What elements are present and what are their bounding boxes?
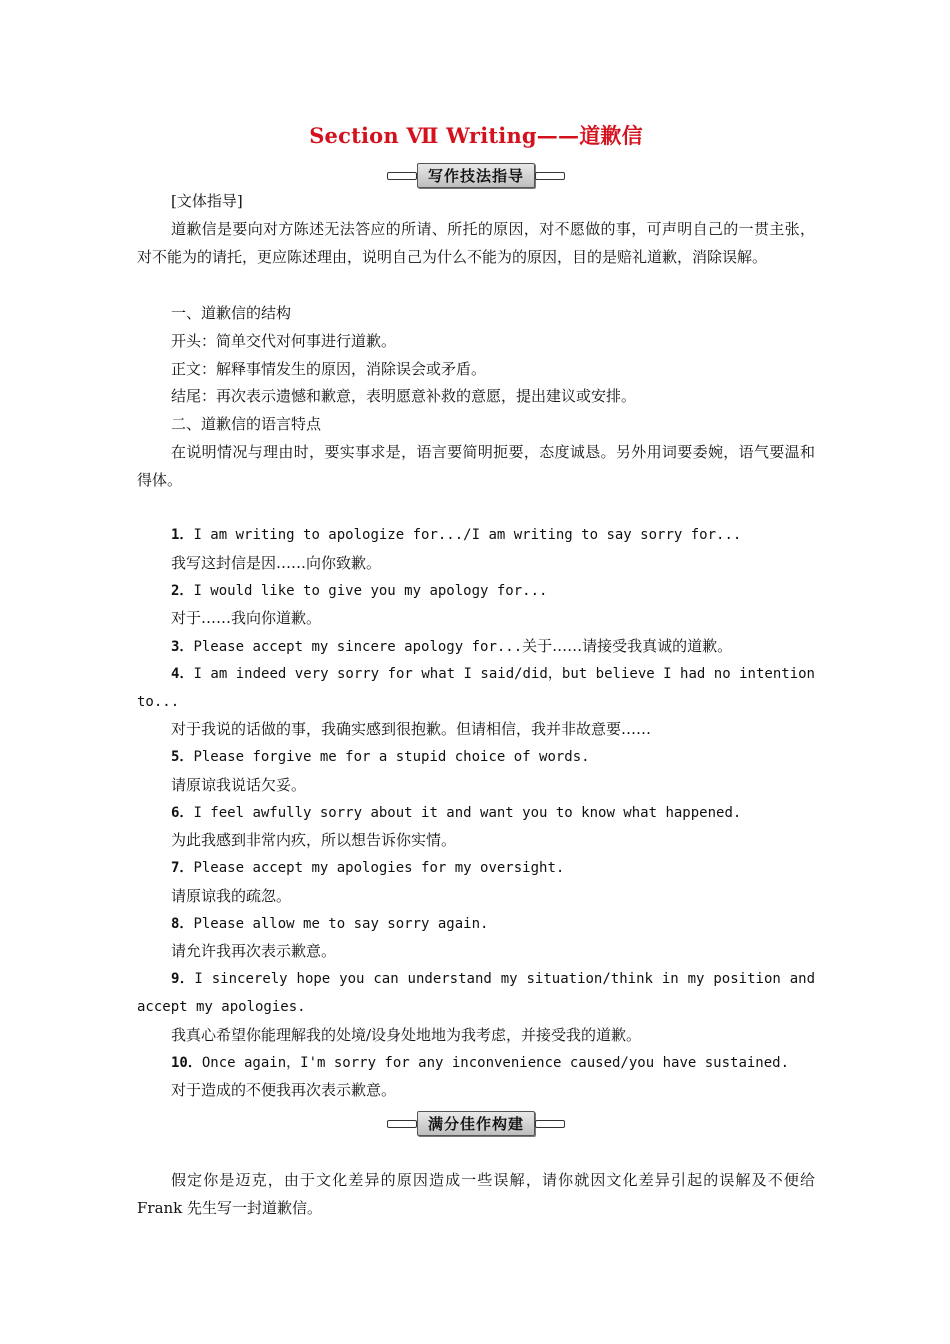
language-title: 二、道歉信的语言特点 [171,415,322,433]
phrase-en: 2．I would like to give you my apology for... [171,583,548,599]
phrase-cn: 为此我感到非常内疚，所以想告诉你实情。 [171,831,457,849]
language-text: 在说明情况与理由时，要实事求是，语言要简明扼要，态度诚恳。另外用词要委婉，语气要温和得体。 [137,443,815,489]
phrase-en: 1．I am writing to apologize for.../I am writing to say sorry for... [171,527,742,543]
phrase-combined: 3．Please accept my sincere apology for...关于……请接受我真诚的道歉。 [171,637,733,655]
banner-label: 写作技法指导 [417,163,535,188]
phrase-cn: 对于我说的话做的事，我确实感到很抱歉。但请相信，我并非故意要…… [171,720,652,738]
phrase-cn: 我真心希望你能理解我的处境/设身处地地为我考虑，并接受我的道歉。 [171,1026,642,1044]
structure-opening: 开头：简单交代对何事进行道歉。 [171,332,397,350]
phrase-en: 7．Please accept my apologies for my oversight. [171,860,565,876]
banner-label: 满分佳作构建 [417,1111,535,1136]
section-banner-techniques [387,163,565,188]
guide-intro: 道歉信是要向对方陈述无法答应的所请、所托的原因，对不愿做的事，可声明自己的一贯主张，对不能为的请托，更应陈述理由，说明自己为什么不能为的原因，目的是赔礼道歉，消除误解。 [137,220,815,266]
banner-right-rule [535,172,565,180]
phrase-en: 4．I am indeed very sorry for what I said/did，but believe I had no intention to... [137,666,815,710]
phrase-cn: 对于……我向你道歉。 [171,609,322,627]
phrase-cn: 请原谅我的疏忽。 [171,887,292,905]
phrase-cn: 我写这封信是因……向你致歉。 [171,554,382,572]
structure-ending: 结尾：再次表示遗憾和歉意，表明愿意补救的意愿，提出建议或安排。 [171,387,637,405]
structure-title: 一、道歉信的结构 [171,304,292,322]
phrase-cn: 请允许我再次表示歉意。 [171,942,337,960]
phrase-en: 10．Once again，I'm sorry for any inconvenience caused/you have sustained. [171,1055,790,1071]
phrase-en: 6．I feel awfully sorry about it and want you to know what happened. [171,805,742,821]
banner-left-rule [387,1120,417,1128]
page-title: Section Ⅶ Writing——道歉信 [309,123,643,148]
task-prompt: 假定你是迈克，由于文化差异的原因造成一些误解，请你就因文化差异引起的误解及不便给Frank 先生写一封道歉信。 [137,1171,815,1217]
phrase-en: 9．I sincerely hope you can understand my situation/think in my position and accept my apologies. [137,971,816,1015]
guide-header: [文体指导] [171,192,243,210]
banner-left-rule [387,172,417,180]
phrase-en: 5．Please forgive me for a stupid choice of words. [171,749,590,765]
phrase-en: 8．Please allow me to say sorry again. [171,916,489,932]
phrase-cn: 请原谅我说话欠妥。 [171,776,307,794]
banner-right-rule [535,1120,565,1128]
structure-body: 正文：解释事情发生的原因，消除误会或矛盾。 [171,360,487,378]
section-banner-model [387,1111,565,1136]
phrase-cn: 对于造成的不便我再次表示歉意。 [171,1081,397,1099]
